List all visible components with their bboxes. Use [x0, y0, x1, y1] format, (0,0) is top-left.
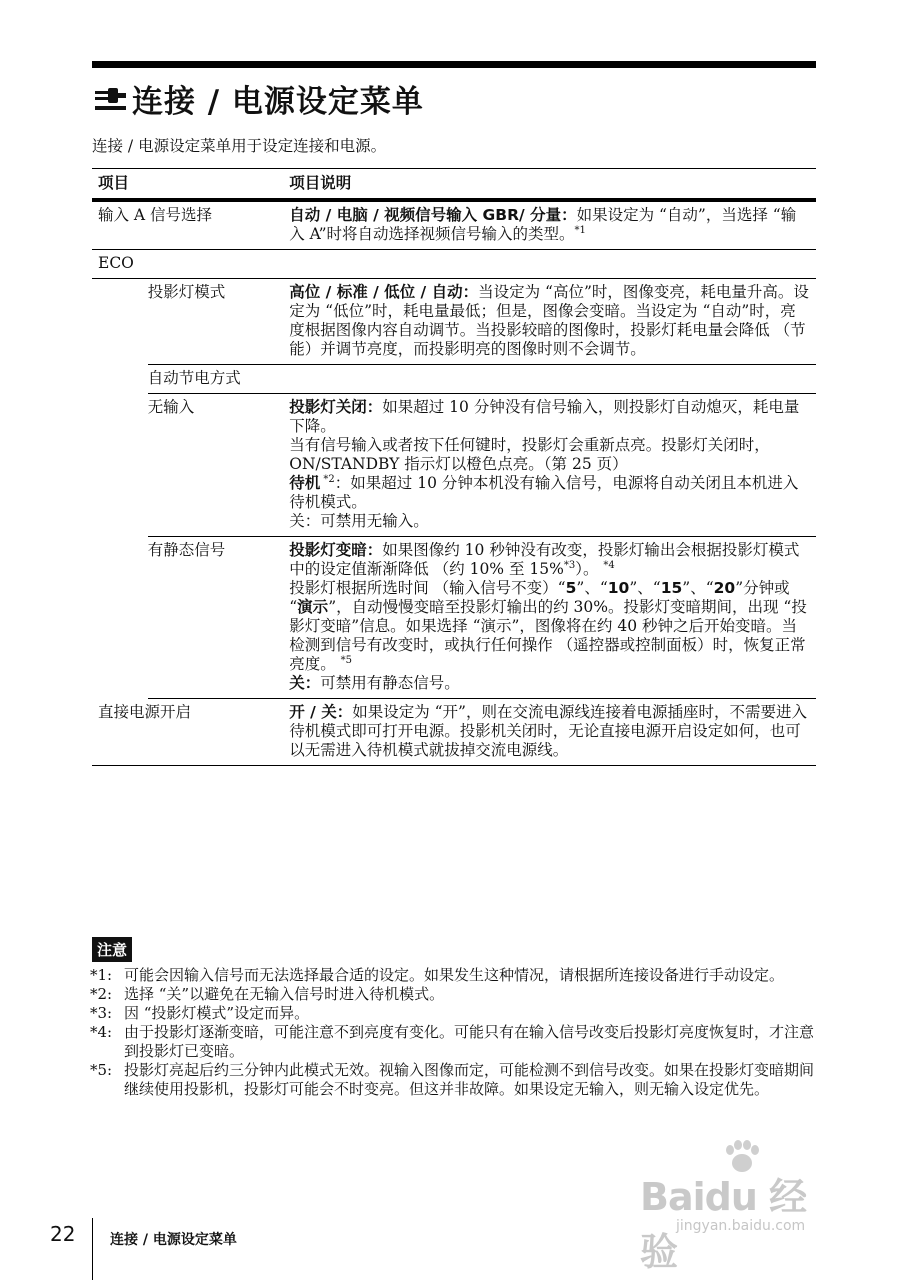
table-row — [92, 394, 816, 537]
input-a-options: 自动 / 电脑 / 视频信号输入 GBR/ 分量： — [289, 206, 577, 224]
lamp-mode-label: 投影灯模式 — [148, 279, 289, 365]
static-signal-desc — [289, 537, 816, 699]
direct-power-label: 直接电源开启 — [92, 699, 289, 766]
notes-list — [90, 966, 815, 1099]
sep: ”、“ — [576, 579, 608, 597]
col-desc-header: 项目说明 — [289, 169, 816, 201]
intro-text: 连接 / 电源设定菜单用于设定连接和电源。 — [92, 137, 387, 155]
title-text: 连接 / 电源设定菜单 — [132, 84, 424, 120]
page-number: 22 — [50, 1222, 76, 1246]
sep: ”、“ — [629, 579, 661, 597]
time-option-10: 10 — [607, 579, 630, 597]
footnote-ref: *5 — [340, 654, 353, 666]
no-input-off-text: 关：可禁用无输入。 — [289, 512, 429, 530]
table-row — [92, 200, 816, 250]
footer-divider — [92, 1218, 93, 1280]
static-signal-label: 有静态信号 — [148, 537, 289, 699]
lamp-off-text: 如果超过 10 分钟没有信号输入，则投影灯自动熄灭，耗电量下降。 — [289, 398, 800, 435]
note-item — [90, 966, 815, 985]
time-option-5: 5 — [565, 579, 577, 597]
input-a-desc — [289, 200, 816, 250]
footer-section-title: 连接 / 电源设定菜单 — [110, 1232, 237, 1248]
note-key: *2: — [90, 985, 113, 1003]
table-row — [92, 250, 816, 279]
lamp-mode-options: 高位 / 标准 / 低位 / 自动： — [289, 283, 479, 301]
direct-power-desc — [289, 699, 816, 766]
direct-power-text: 如果设定为 “开”，则在交流电源线连接着电源插座时，不需要进入待机模式即可打开电源。投影机关闭时，无论直接电源开启设定如何，也可以无需进入待机模式就拔掉交流电源线。 — [289, 703, 807, 759]
input-a-label: 输入 A 信号选择 — [92, 200, 289, 250]
note-item — [90, 1023, 815, 1061]
time-option-20: 20 — [713, 579, 736, 597]
lamp-dim-option: 投影灯变暗： — [289, 541, 383, 559]
demo-option: 演示 — [297, 598, 329, 616]
watermark-url: jingyan.baidu.com — [676, 1218, 806, 1234]
note-key: *1: — [90, 966, 113, 984]
sep: ”分钟或 “ — [289, 579, 790, 616]
static-off-text: 可禁用有静态信号。 — [320, 674, 460, 692]
table-row — [92, 537, 816, 699]
watermark — [640, 1160, 840, 1274]
watermark-brand: Baidu 经验 — [640, 1175, 807, 1274]
table-header — [92, 169, 816, 201]
standby-option: 待机 — [289, 474, 321, 492]
col-item-header: 项目 — [92, 169, 289, 201]
settings-table — [92, 168, 816, 766]
lamp-mode-desc — [289, 279, 816, 365]
eco-label: ECO — [92, 250, 816, 279]
footnote-ref: *1 — [574, 224, 586, 236]
note-text: 投影灯亮起后约三分钟内此模式无效。视输入图像而定，可能检测不到信号改变。如果在投影灯变暗期间继续使用投影机，投影灯可能会不时变亮。但这并非故障。如果设定无输入，则无输入设定优先。 — [124, 1061, 815, 1098]
time-option-15: 15 — [660, 579, 683, 597]
standby-text: ：如果超过 10 分钟本机没有输入信号，电源将自动关闭且本机进入待机模式。 — [289, 474, 799, 511]
no-input-desc — [289, 394, 816, 537]
note-text: 因 “投影灯模式”设定而异。 — [124, 1004, 310, 1022]
note-item — [90, 1061, 815, 1099]
plug-connection-icon — [92, 82, 128, 116]
note-key: *4: — [90, 1023, 113, 1041]
input-a-text: 如果设定为 “自动”，当选择 “输入 A”时将自动选择视频信号输入的类型。 — [289, 206, 797, 243]
footnote-ref: *3 — [563, 559, 576, 571]
lamp-dim-text: 如果图像约 10 秒钟没有改变，投影灯输出会根据投影灯模式中的设定值渐渐降低 （约 10% 至 15% — [289, 541, 800, 578]
no-input-label: 无输入 — [148, 394, 289, 537]
note-item — [90, 985, 815, 1004]
page-title — [92, 76, 424, 121]
auto-power-label: 自动节电方式 — [148, 365, 816, 394]
table-row — [92, 365, 816, 394]
note-badge: 注意 — [92, 937, 132, 962]
dim-time-text: 投影灯根据所选时间 （输入信号不变）“ — [289, 579, 566, 597]
lamp-relight-text: 当有信号输入或者按下任何键时，投影灯会重新点亮。投影灯关闭时，ON/STANDBY 指示灯以橙色点亮。（第 25 页） — [289, 436, 770, 473]
lamp-off-option: 投影灯关闭： — [289, 398, 383, 416]
lamp-mode-text: 当设定为 “高位”时，图像变亮，耗电量升高。设定为 “低位”时，耗电量最低；但是，图像会变暗。当设定为 “自动”时，亮度根据图像内容自动调节。当投影较暗的图像时，投影灯耗电量会降低 （节能）并调节亮度，而投影明亮的图像时则不会调节。 — [289, 283, 809, 358]
table-row — [92, 699, 816, 766]
static-off-option: 关： — [289, 674, 321, 692]
note-item — [90, 1004, 815, 1023]
dim-detail-text: ”，自动慢慢变暗至投影灯输出的约 30%。投影灯变暗期间，出现 “投影灯变暗”信息。如果选择 “演示”，图像将在约 40 秒钟之后开始变暗。当检测到信号有改变时，或执行任何操作 （遥控器或控制面板）时，恢复正常亮度。 — [289, 598, 807, 673]
note-key: *5: — [90, 1061, 113, 1079]
note-text: 选择 “关”以避免在无输入信号时进入待机模式。 — [124, 985, 445, 1003]
direct-power-options: 开 / 关： — [289, 703, 353, 721]
footnote-ref: *2 — [320, 473, 335, 485]
lamp-dim-end: ）。 — [575, 560, 604, 578]
footnote-ref: *4 — [603, 559, 615, 571]
note-key: *3: — [90, 1004, 113, 1022]
top-rule — [92, 61, 816, 68]
note-text: 可能会因输入信号而无法选择最合适的设定。如果发生这种情况，请根据所连接设备进行手动设定。 — [124, 966, 785, 984]
note-text: 由于投影灯逐渐变暗，可能注意不到亮度有变化。可能只有在输入信号改变后投影灯亮度恢复时，才注意到投影灯已变暗。 — [124, 1023, 815, 1060]
table-row — [92, 279, 816, 365]
sep: ”、“ — [682, 579, 714, 597]
